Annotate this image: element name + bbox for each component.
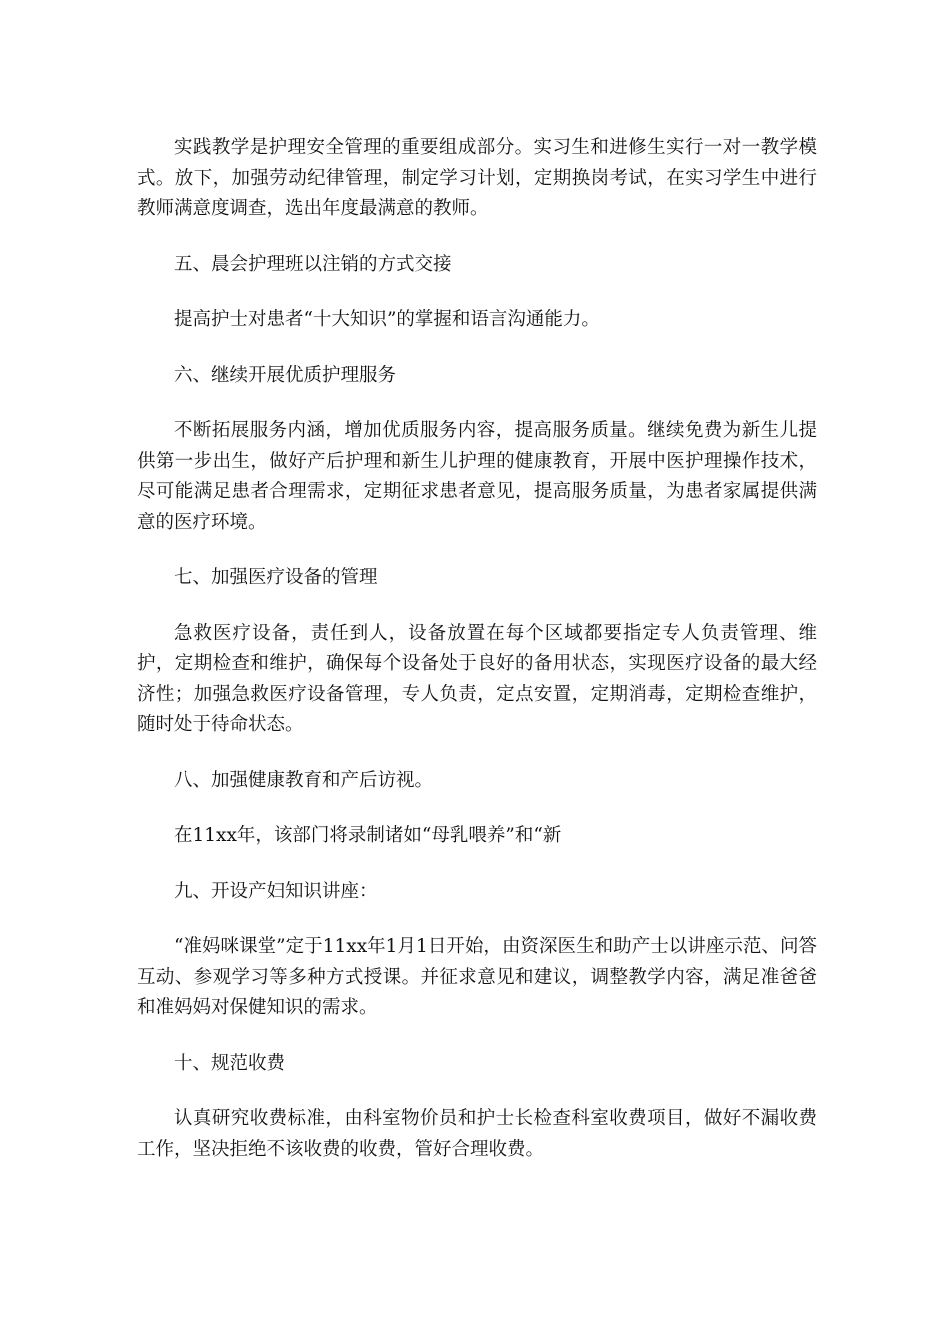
paragraph-section-5: 提高护士对患者“十大知识”的掌握和语言沟通能力。 <box>174 309 600 330</box>
paragraph-section-7: 急救医疗设备，责任到人，设备放置在每个区域都要指定专人负责管理、维护，定期检查和维护，确保每个设备处于良好的备用状态，实现医疗设备的最大经济性；加强急救医疗设备管理，专人负责，定点安置，定期消毒，定期检查维护，随时处于待命状态。 <box>137 622 817 735</box>
paragraph-section-8: 在11xx年，该部门将录制诸如“母乳喂养”和“新 <box>174 825 562 846</box>
document-body <box>137 133 817 1190</box>
section-heading-9: 九、开设产妇知识讲座： <box>174 880 378 902</box>
section-heading-7: 七、加强医疗设备的管理 <box>174 567 378 588</box>
paragraph-practice-teaching: 实践教学是护理安全管理的重要组成部分。实习生和进修生实行一对一教学模式。放下，加强劳动纪律管理，制定学习计划，定期换岗考试，在实习学生中进行教师满意度调查，选出年度最满意的教师。 <box>137 137 817 219</box>
paragraph-section-6: 不断拓展服务内涵，增加优质服务内容，提高服务质量。继续免费为新生儿提供第一步出生，做好产后护理和新生儿护理的健康教育，开展中医护理操作技术，尽可能满足患者合理需求，定期征求患者意见，提高服务质量，为患者家属提供满意的医疗环境。 <box>137 420 817 533</box>
section-heading-10: 十、规范收费 <box>174 1052 286 1074</box>
paragraph-section-9: “准妈咪课堂”定于11xx年1月1日开始，由资深医生和助产士以讲座示范、问答互动、参观学习等多种方式授课。并征求意见和建议，调整教学内容，满足准爸爸和准妈妈对保健知识的需求。 <box>137 936 817 1018</box>
section-heading-6: 六、继续开展优质护理服务 <box>174 364 397 386</box>
section-heading-8: 八、加强健康教育和产后访视。 <box>174 769 434 791</box>
section-heading-5: 五、晨会护理班以注销的方式交接 <box>174 253 452 275</box>
paragraph-section-10: 认真研究收费标准，由科室物价员和护士长检查科室收费项目，做好不漏收费工作，坚决拒绝不该收费的收费，管好合理收费。 <box>137 1108 817 1160</box>
